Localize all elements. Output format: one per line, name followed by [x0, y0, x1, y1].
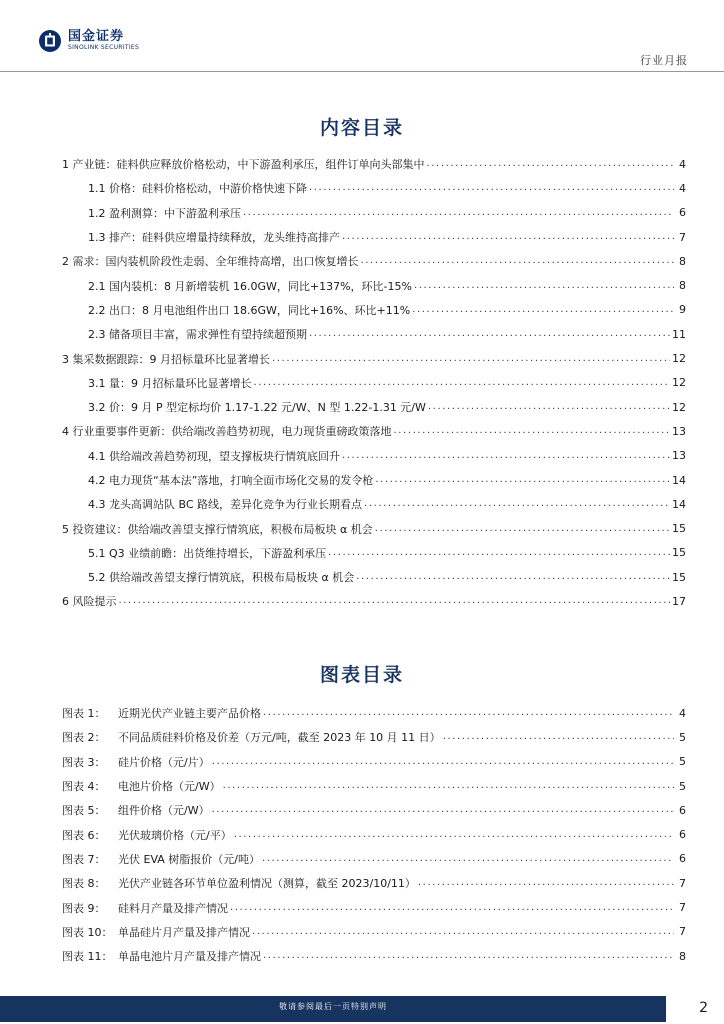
logo-english-name: SINOLINK SECURITIES [68, 44, 140, 51]
figure-leader-dots [443, 730, 674, 744]
document-type: 行业月报 [640, 54, 688, 67]
toc-entry-label: 6 风险提示 [62, 595, 117, 609]
figure-entry[interactable] [62, 847, 686, 871]
toc-entry-page: 15 [672, 570, 686, 584]
toc-leader-dots [375, 473, 670, 487]
figure-leader-dots [263, 949, 674, 963]
figure-entry[interactable] [62, 725, 686, 749]
toc-leader-dots [361, 254, 675, 268]
toc-entry[interactable] [62, 444, 686, 468]
toc-leader-dots [272, 352, 670, 366]
toc-entry-page: 15 [672, 522, 686, 536]
figure-entry-page: 6 [679, 852, 686, 866]
toc-leader-dots [356, 570, 670, 584]
toc-entry-label: 3.1 量：9 月招标量环比显著增长 [88, 376, 252, 390]
toc-leader-dots [254, 376, 671, 390]
figure-entry-page: 7 [679, 901, 686, 915]
toc-entry-page: 17 [672, 594, 686, 608]
toc-leader-dots [375, 522, 670, 536]
figure-leader-dots [230, 901, 674, 915]
toc-entry-page: 13 [672, 449, 686, 463]
toc-leader-dots [412, 303, 674, 317]
toc-entry[interactable] [62, 565, 686, 589]
toc-entry[interactable] [62, 273, 686, 297]
figure-index [62, 701, 686, 968]
figure-entry[interactable] [62, 822, 686, 846]
toc-entry-page: 11 [672, 327, 686, 341]
toc-leader-dots [394, 424, 671, 438]
figure-entry-caption: 硅片价格（元/片） [118, 755, 210, 769]
page-header [0, 0, 724, 72]
header-divider [0, 71, 724, 72]
toc-entry-page: 6 [679, 206, 686, 220]
figure-leader-dots [234, 828, 674, 842]
toc-leader-dots [309, 181, 674, 195]
toc-entry[interactable] [62, 176, 686, 200]
figure-entry-number: 图表 6： [62, 828, 106, 842]
toc-entry-label: 2 需求：国内装机阶段性走弱、全年维持高增，出口恢复增长 [62, 255, 359, 269]
figure-entry[interactable] [62, 750, 686, 774]
figure-entry-page: 4 [679, 706, 686, 720]
figure-entry-caption: 单晶硅片月产量及排产情况 [118, 925, 250, 939]
figure-leader-dots [212, 755, 674, 769]
toc-entry-page: 13 [672, 424, 686, 438]
figure-entry-caption: 组件价格（元/W） [118, 804, 210, 818]
figure-entry[interactable] [62, 774, 686, 798]
toc-entry-label: 5.2 供给端改善望支撑行情筑底，积极布局板块 α 机会 [88, 571, 355, 585]
figure-entry[interactable] [62, 871, 686, 895]
figure-entry-number: 图表 2： [62, 731, 106, 745]
toc-entry-label: 2.1 国内装机：8 月新增装机 16.0GW，同比+137%，环比-15% [88, 279, 412, 293]
toc-leader-dots [342, 449, 670, 463]
toc-entry-label: 3.2 价：9 月 P 型定标均价 1.17-1.22 元/W、N 型 1.22-1.31 元/W [88, 401, 426, 415]
toc-entry-label: 1 产业链：硅料供应释放价格松动，中下游盈利承压，组件订单向头部集中 [62, 158, 425, 172]
toc-entry[interactable] [62, 516, 686, 540]
toc-entry-label: 4 行业重要事件更新：供给端改善趋势初现，电力现货重磅政策落地 [62, 425, 392, 439]
toc-leader-dots [428, 400, 670, 414]
toc-entry-label: 3 集采数据跟踪：9 月招标量环比显著增长 [62, 352, 270, 366]
toc-title: 内容目录 [319, 117, 404, 139]
toc-entry-label: 2.3 储备项目丰富，需求弹性有望持续超预期 [88, 328, 307, 342]
footer-disclaimer: 敬请参阅最后一页特别声明 [279, 1002, 387, 1011]
toc-entry-label: 1.2 盈利测算：中下游盈利承压 [88, 206, 241, 220]
toc-leader-dots [119, 594, 671, 608]
toc-leader-dots [364, 497, 670, 511]
figure-entry-page: 7 [679, 876, 686, 890]
figure-entry[interactable] [62, 701, 686, 725]
figure-leader-dots [223, 779, 674, 793]
toc-entry-page: 12 [672, 352, 686, 366]
figure-entry-caption: 光伏产业链各环节单位盈利情况（测算，截至 2023/10/11） [118, 877, 416, 891]
figure-entry-caption: 不同品质硅料价格及价差（万元/吨，截至 2023 年 10 月 11 日） [118, 731, 441, 745]
figure-entry-caption: 硅料月产量及排产情况 [118, 901, 228, 915]
toc-entry[interactable] [62, 225, 686, 249]
toc-entry[interactable] [62, 346, 686, 370]
toc-entry[interactable] [62, 541, 686, 565]
figure-entry-number: 图表 5： [62, 804, 106, 818]
figure-entry[interactable] [62, 944, 686, 968]
toc-entry[interactable] [62, 322, 686, 346]
toc-entry-page: 15 [672, 546, 686, 560]
company-logo [38, 28, 139, 54]
toc-entry[interactable] [62, 589, 686, 613]
toc-entry-page: 4 [679, 181, 686, 195]
figure-entry-page: 5 [679, 730, 686, 744]
toc-entry-page: 14 [672, 497, 686, 511]
figure-entry-caption: 电池片价格（元/W） [118, 780, 221, 794]
logo-chinese-name: 国金证券 [68, 29, 125, 44]
toc-entry-label: 4.3 龙头高调站队 BC 路线，差异化竞争为行业长期看点 [88, 498, 363, 512]
figure-entry-number: 图表 11： [62, 950, 113, 964]
toc-entry-page: 12 [672, 376, 686, 390]
toc-entry-label: 4.1 供给端改善趋势初现，望支撑板块行情筑底回升 [88, 449, 340, 463]
toc-entry-page: 8 [679, 254, 686, 268]
figure-entry-number: 图表 9： [62, 901, 106, 915]
figure-entry-number: 图表 7： [62, 852, 106, 866]
toc-entry-label: 1.3 排产：硅料供应增量持续释放，龙头维持高排产 [88, 231, 340, 245]
figure-entry-caption: 近期光伏产业链主要产品价格 [118, 707, 261, 721]
figure-entry-page: 8 [679, 949, 686, 963]
figure-entry-page: 5 [679, 779, 686, 793]
figure-leader-dots [263, 706, 674, 720]
toc-entry[interactable] [62, 371, 686, 395]
figure-entry-page: 5 [679, 755, 686, 769]
page-number: 2 [699, 1000, 708, 1016]
toc-entry-page: 8 [679, 279, 686, 293]
figure-entry-number: 图表 1： [62, 707, 106, 721]
toc-entry[interactable] [62, 298, 686, 322]
toc-leader-dots [309, 327, 670, 341]
table-of-contents [62, 152, 686, 614]
toc-entry[interactable] [62, 395, 686, 419]
toc-entry[interactable] [62, 152, 686, 176]
toc-entry-label: 5.1 Q3 业绩前瞻：出货维持增长，下游盈利承压 [88, 546, 327, 560]
figure-entry-caption: 光伏玻璃价格（元/平） [118, 828, 232, 842]
figure-leader-dots [262, 852, 674, 866]
figure-entry-number: 图表 8： [62, 877, 106, 891]
figure-entry-page: 6 [679, 828, 686, 842]
toc-entry-page: 9 [679, 303, 686, 317]
figure-entry-page: 7 [679, 925, 686, 939]
figure-index-title: 图表目录 [319, 664, 404, 686]
toc-leader-dots [243, 206, 674, 220]
toc-entry[interactable] [62, 249, 686, 273]
toc-entry-page: 4 [679, 157, 686, 171]
toc-entry-label: 4.2 电力现货“基本法”落地，打响全面市场化交易的发令枪 [88, 474, 374, 487]
toc-entry-page: 12 [672, 400, 686, 414]
toc-entry[interactable] [62, 419, 686, 443]
toc-entry[interactable] [62, 492, 686, 516]
toc-leader-dots [342, 230, 674, 244]
figure-entry-number: 图表 3： [62, 755, 106, 769]
sinolink-logo-icon [38, 29, 62, 53]
toc-entry-label: 1.1 价格：硅料价格松动，中游价格快速下降 [88, 182, 307, 196]
figure-entry-caption: 光伏 EVA 树脂报价（元/吨） [118, 852, 260, 866]
toc-leader-dots [414, 279, 674, 293]
toc-entry[interactable] [62, 201, 686, 225]
figure-leader-dots [212, 803, 674, 817]
toc-entry-label: 5 投资建议：供给端改善望支撑行情筑底，积极布局板块 α 机会 [62, 522, 373, 536]
figure-entry[interactable] [62, 920, 686, 944]
toc-entry-label: 2.2 出口：8 月电池组件出口 18.6GW，同比+16%、环比+11% [88, 303, 411, 317]
figure-entry-page: 6 [679, 803, 686, 817]
figure-entry[interactable] [62, 895, 686, 919]
figure-leader-dots [418, 876, 674, 890]
figure-entry-caption: 单晶电池片月产量及排产情况 [118, 950, 261, 964]
toc-leader-dots [328, 546, 670, 560]
figure-entry-number: 图表 10： [62, 925, 113, 939]
figure-entry-number: 图表 4： [62, 780, 106, 794]
toc-leader-dots [427, 157, 675, 171]
toc-entry-page: 14 [672, 473, 686, 487]
toc-entry-page: 7 [679, 230, 686, 244]
figure-entry[interactable] [62, 798, 686, 822]
figure-leader-dots [252, 925, 674, 939]
toc-entry[interactable] [62, 468, 686, 492]
